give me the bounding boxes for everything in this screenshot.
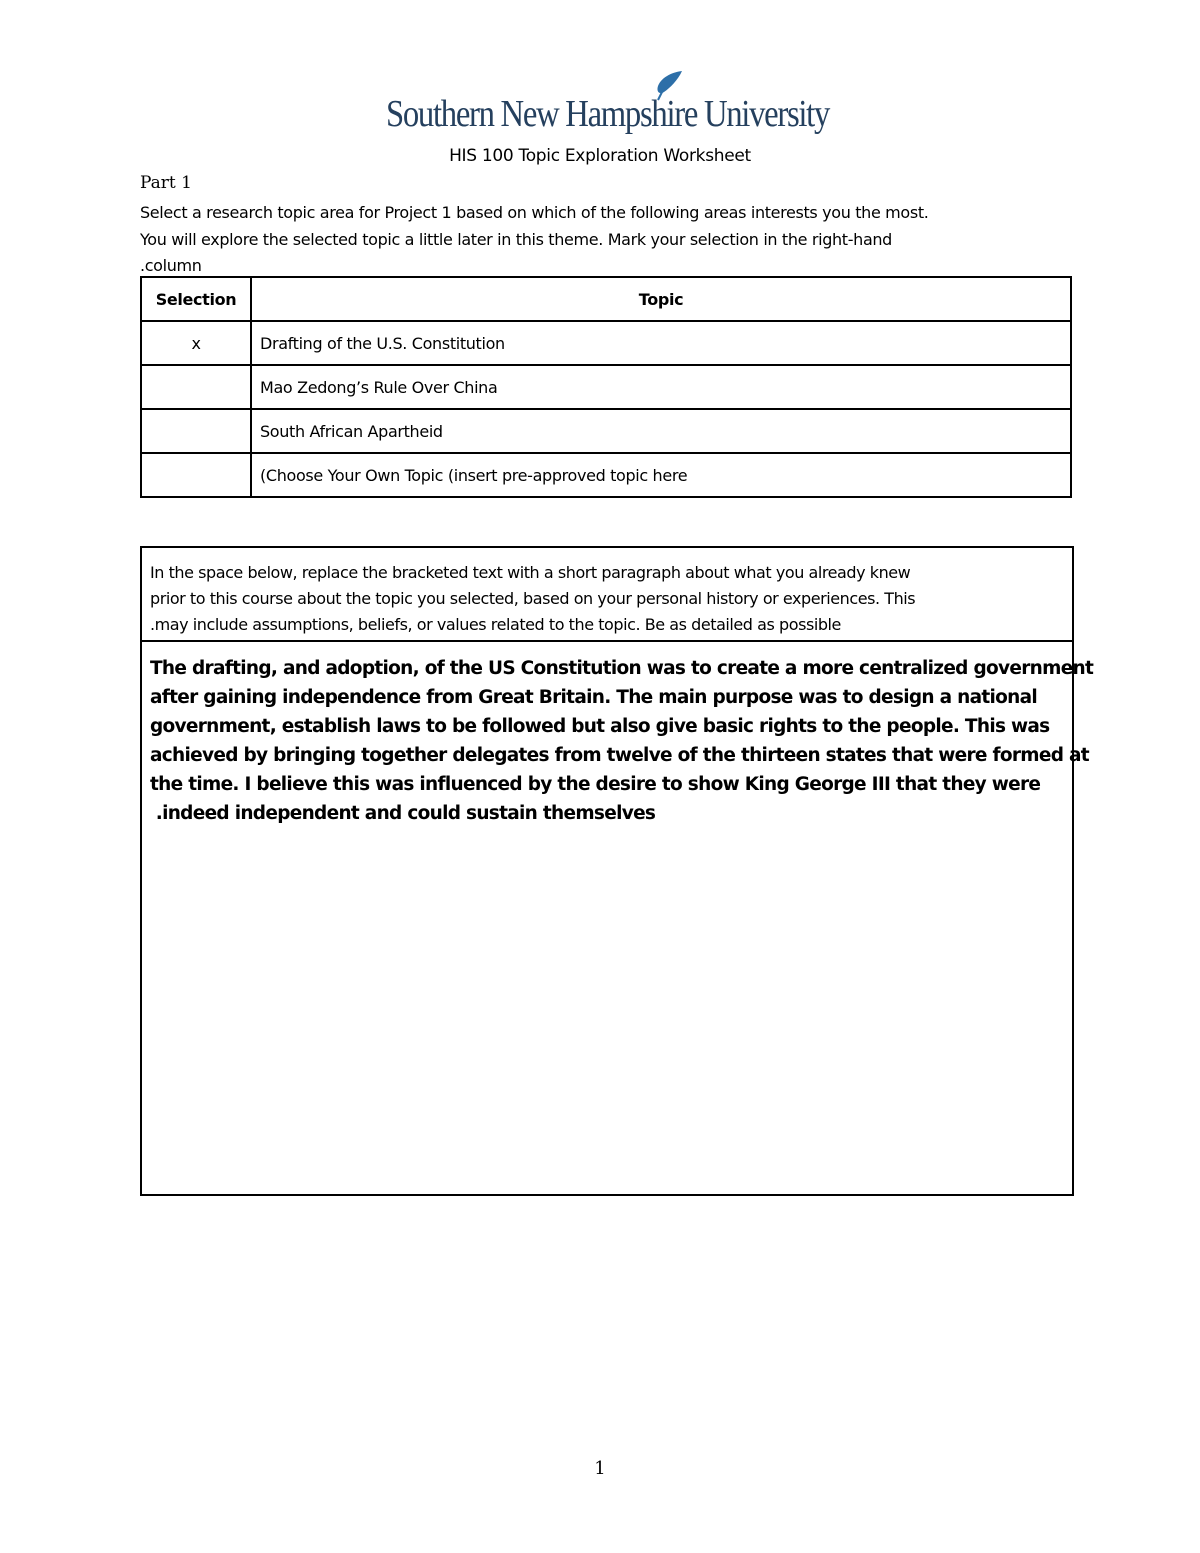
prompt-line: .may include assumptions, beliefs, or values related to the topic. Be as detailed as possible (150, 615, 841, 634)
answer-line: after gaining independence from Great Britain. The main purpose was to design a national (150, 687, 1038, 708)
table-row (141, 409, 1071, 453)
table-header-row (141, 277, 1071, 321)
answer-line: the time. I believe this was influenced by the desire to show King George III that they were (150, 774, 1041, 795)
prompt-line: prior to this course about the topic you selected, based on your personal history or experiences. This (150, 589, 916, 608)
feather-leaf-icon (654, 70, 684, 102)
instructions (140, 200, 1100, 280)
instructions-line: .column (140, 256, 202, 275)
instructions-line: You will explore the selected topic a little later in this theme. Mark your selection in the right-hand (140, 229, 892, 249)
worksheet-title: HIS 100 Topic Exploration Worksheet (449, 146, 751, 166)
answer-line: The drafting, and adoption, of the US Constitution was to create a more centralized government (150, 658, 1094, 679)
table-row (141, 453, 1071, 497)
logo-wordmark: Southern New Hampshire University (386, 93, 830, 135)
selection-cell[interactable] (141, 365, 251, 409)
topic-header: Topic (251, 277, 1071, 321)
reflection-prompt (142, 548, 1072, 642)
reflection-box (140, 546, 1094, 1196)
university-logo (386, 70, 830, 136)
part-label: Part 1 (140, 173, 192, 193)
answer-line: achieved by bringing together delegates from twelve of the thirteen states that were formed at (150, 745, 1089, 766)
prompt-line: In the space below, replace the bracketed text with a short paragraph about what you already knew (150, 563, 911, 582)
topic-cell: Drafting of the U.S. Constitution (251, 321, 1071, 365)
answer-line: government, establish laws to be followed but also give basic rights to the people. This was (150, 716, 1050, 737)
page-number: 1 (594, 1458, 606, 1479)
topic-selection-table (140, 276, 1072, 498)
topic-cell: Mao Zedong’s Rule Over China (251, 365, 1071, 409)
topic-cell: (Choose Your Own Topic (insert pre-approved topic here (251, 453, 1071, 497)
selection-cell[interactable] (141, 409, 251, 453)
table-row (141, 365, 1071, 409)
instructions-line: Select a research topic area for Project 1 based on which of the following areas interests you the most. (140, 203, 929, 222)
table-row (141, 321, 1071, 365)
topic-cell: South African Apartheid (251, 409, 1071, 453)
selection-cell[interactable]: x (141, 321, 251, 365)
answer-line: .indeed independent and could sustain themselves (150, 803, 656, 824)
selection-header: Selection (141, 277, 251, 321)
selection-cell[interactable] (141, 453, 251, 497)
reflection-answer[interactable] (142, 654, 1094, 828)
